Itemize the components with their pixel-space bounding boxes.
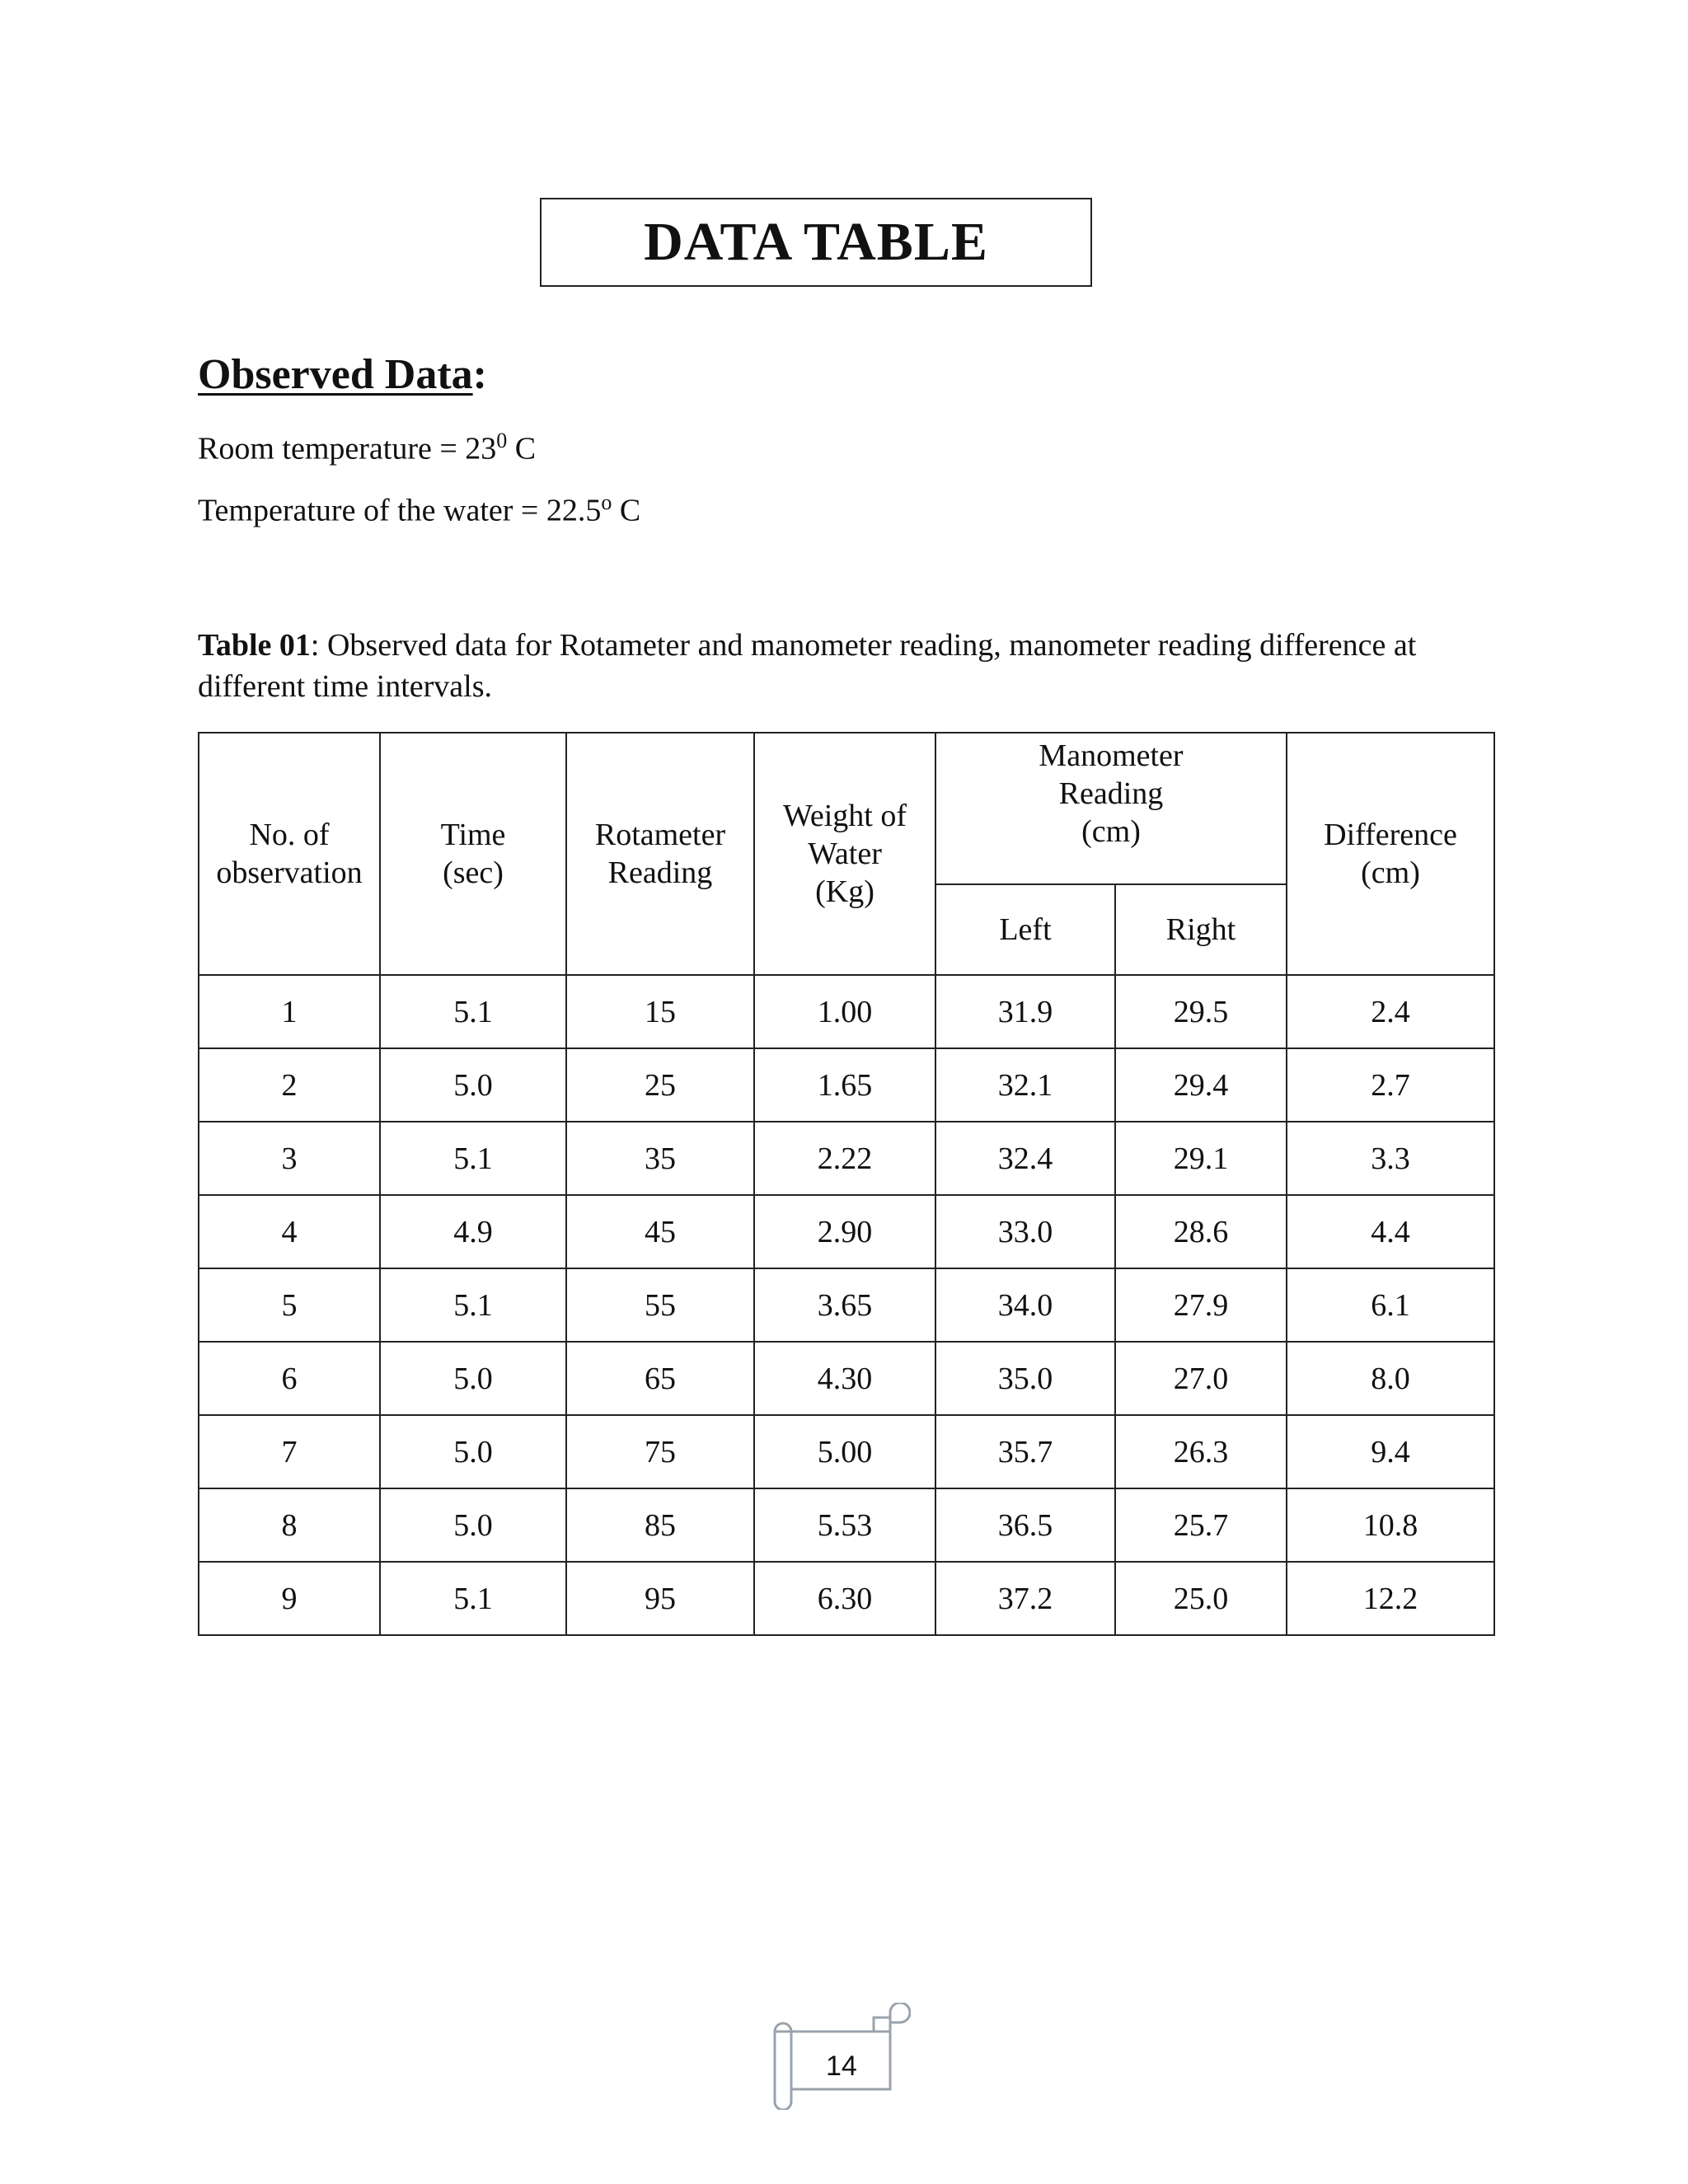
cell-right: 25.0	[1115, 1562, 1287, 1635]
cell-observation: 1	[199, 975, 380, 1048]
water-temperature-label: Temperature of the water = 22.5	[198, 493, 602, 528]
cell-time: 5.1	[380, 1562, 566, 1635]
cell-left: 32.1	[935, 1048, 1115, 1122]
cell-rotameter: 15	[566, 975, 754, 1048]
cell-weight: 6.30	[754, 1562, 935, 1635]
cell-right: 26.3	[1115, 1415, 1287, 1488]
cell-difference: 8.0	[1287, 1342, 1494, 1415]
cell-difference: 2.7	[1287, 1048, 1494, 1122]
water-temperature-unit: C	[612, 493, 641, 528]
table-row	[199, 1562, 1494, 1635]
cell-left: 35.0	[935, 1342, 1115, 1415]
cell-time: 4.9	[380, 1195, 566, 1268]
cell-weight: 1.65	[754, 1048, 935, 1122]
cell-weight: 1.00	[754, 975, 935, 1048]
cell-rotameter: 85	[566, 1488, 754, 1562]
cell-right: 29.1	[1115, 1122, 1287, 1195]
section-heading	[198, 350, 487, 399]
header-rotameter: Rotameter Reading	[566, 733, 754, 975]
cell-left: 31.9	[935, 975, 1115, 1048]
cell-right: 25.7	[1115, 1488, 1287, 1562]
cell-right: 27.9	[1115, 1268, 1287, 1342]
table-row	[199, 1415, 1494, 1488]
cell-observation: 7	[199, 1415, 380, 1488]
cell-time: 5.1	[380, 975, 566, 1048]
cell-difference: 4.4	[1287, 1195, 1494, 1268]
cell-right: 27.0	[1115, 1342, 1287, 1415]
cell-rotameter: 65	[566, 1342, 754, 1415]
room-temperature-sup: 0	[496, 429, 508, 452]
room-temperature-unit: C	[507, 431, 537, 466]
table-caption-text: : Observed data for Rotameter and manometer reading, manometer reading difference at different time intervals.	[198, 628, 1417, 704]
page-title: DATA TABLE	[540, 198, 1092, 287]
cell-weight: 2.22	[754, 1122, 935, 1195]
cell-rotameter: 45	[566, 1195, 754, 1268]
table-row	[199, 1268, 1494, 1342]
cell-difference: 10.8	[1287, 1488, 1494, 1562]
cell-right: 28.6	[1115, 1195, 1287, 1268]
section-heading-text: Observed Data	[198, 351, 473, 398]
header-left: Left	[935, 884, 1115, 975]
cell-observation: 2	[199, 1048, 380, 1122]
header-right: Right	[1115, 884, 1287, 975]
cell-left: 35.7	[935, 1415, 1115, 1488]
page-number-scroll	[758, 2003, 911, 2110]
cell-weight: 4.30	[754, 1342, 935, 1415]
table-row	[199, 1488, 1494, 1562]
cell-observation: 9	[199, 1562, 380, 1635]
cell-weight: 5.00	[754, 1415, 935, 1488]
table-row	[199, 1342, 1494, 1415]
cell-observation: 5	[199, 1268, 380, 1342]
cell-time: 5.0	[380, 1342, 566, 1415]
cell-time: 5.1	[380, 1268, 566, 1342]
table-row	[199, 1122, 1494, 1195]
cell-difference: 9.4	[1287, 1415, 1494, 1488]
cell-rotameter: 75	[566, 1415, 754, 1488]
cell-weight: 3.65	[754, 1268, 935, 1342]
cell-time: 5.0	[380, 1415, 566, 1488]
table-row	[199, 975, 1494, 1048]
room-temperature	[198, 429, 536, 467]
room-temperature-label: Room temperature = 23	[198, 431, 497, 466]
cell-left: 33.0	[935, 1195, 1115, 1268]
cell-time: 5.1	[380, 1122, 566, 1195]
cell-rotameter: 55	[566, 1268, 754, 1342]
cell-difference: 6.1	[1287, 1268, 1494, 1342]
cell-right: 29.4	[1115, 1048, 1287, 1122]
cell-rotameter: 35	[566, 1122, 754, 1195]
page-number: 14	[826, 2050, 857, 2082]
cell-observation: 3	[199, 1122, 380, 1195]
cell-weight: 2.90	[754, 1195, 935, 1268]
cell-left: 36.5	[935, 1488, 1115, 1562]
cell-rotameter: 95	[566, 1562, 754, 1635]
cell-weight: 5.53	[754, 1488, 935, 1562]
observed-data-table	[198, 732, 1495, 1636]
water-temperature	[198, 490, 640, 529]
table-caption	[198, 625, 1508, 707]
cell-observation: 6	[199, 1342, 380, 1415]
water-temperature-sup: o	[601, 490, 612, 514]
cell-left: 34.0	[935, 1268, 1115, 1342]
cell-difference: 12.2	[1287, 1562, 1494, 1635]
header-time: Time (sec)	[380, 733, 566, 975]
header-difference: Difference (cm)	[1287, 733, 1494, 975]
table-row	[199, 1195, 1494, 1268]
cell-time: 5.0	[380, 1488, 566, 1562]
cell-left: 37.2	[935, 1562, 1115, 1635]
table-row	[199, 1048, 1494, 1122]
cell-observation: 4	[199, 1195, 380, 1268]
header-weight: Weight of Water (Kg)	[754, 733, 935, 975]
cell-difference: 3.3	[1287, 1122, 1494, 1195]
table-caption-label: Table 01	[198, 628, 311, 663]
cell-time: 5.0	[380, 1048, 566, 1122]
cell-rotameter: 25	[566, 1048, 754, 1122]
cell-right: 29.5	[1115, 975, 1287, 1048]
cell-difference: 2.4	[1287, 975, 1494, 1048]
header-observation: No. of observation	[199, 733, 380, 975]
cell-observation: 8	[199, 1488, 380, 1562]
header-manometer: Manometer Reading (cm)	[935, 733, 1287, 884]
section-heading-colon: :	[472, 351, 487, 398]
cell-left: 32.4	[935, 1122, 1115, 1195]
